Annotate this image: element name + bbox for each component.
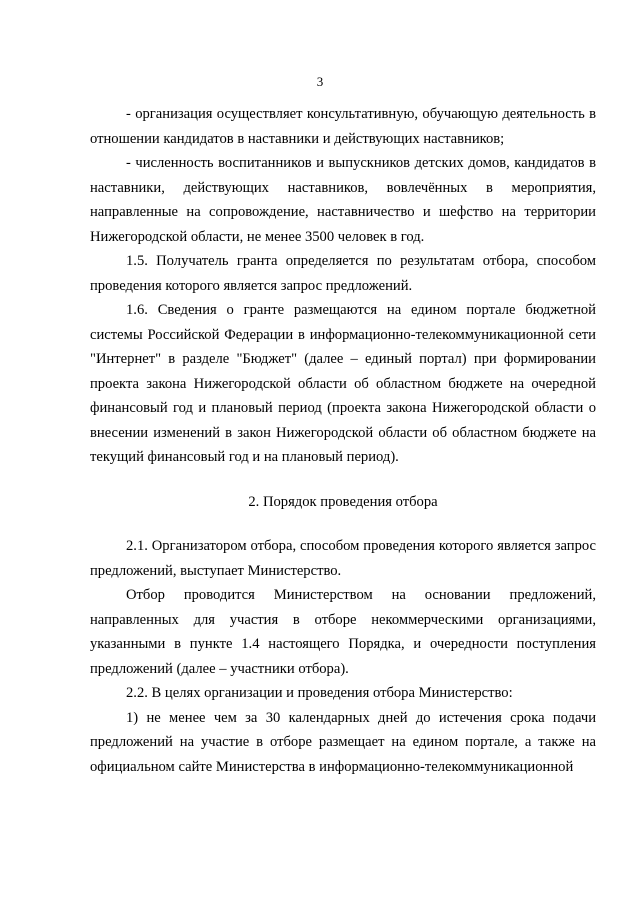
spacer xyxy=(90,470,596,490)
paragraph: 1.5. Получатель гранта определяется по результатам отбора, способом проведения которого является запрос предложений. xyxy=(90,253,596,294)
section-heading: 2. Порядок проведения отбора xyxy=(248,493,438,510)
spacer xyxy=(90,514,596,534)
page-number: 3 xyxy=(316,74,324,89)
paragraph: 1) не менее чем за 30 календарных дней до истечения срока подачи предложений на участие в отборе размещает на едином портале, а также на официальном сайте Министерства в информационно-телекоммуникационной xyxy=(90,709,596,775)
document-body xyxy=(90,102,596,779)
paragraph: - численность воспитанников и выпускников детских домов, кандидатов в наставники, действующих наставников, вовлечённых в мероприятия, направленные на сопровождение, наставничество и шефство на территории Нижегородской области, не менее 3500 человек в год. xyxy=(90,155,596,245)
paragraph: 2.1. Организатором отбора, способом проведения которого является запрос предложений, выступает Министерство. xyxy=(90,538,596,579)
paragraph: 1.6. Сведения о гранте размещаются на едином портале бюджетной системы Российской Федерации в информационно-телекоммуникационной сети "Интернет" в разделе "Бюджет" (далее – единый портал) при формировании проекта закона Нижегородской области об областном бюджете на очередной финансовый год и плановый период (проекта закона Нижегородской области о внесении изменений в закон Нижегородской области об областном бюджете на текущий финансовый год и на плановый период). xyxy=(90,302,596,465)
paragraph: Отбор проводится Министерством на основании предложений, направленных для участия в отборе некоммерческими организациями, указанными в пункте 1.4 настоящего Порядка, и очередности поступления предложений (далее – участники отбора). xyxy=(90,587,596,677)
paragraph: 2.2. В целях организации и проведения отбора Министерство: xyxy=(126,685,513,701)
paragraph: - организация осуществляет консультативную, обучающую деятельность в отношении кандидатов в наставники и действующих наставников; xyxy=(90,106,596,147)
